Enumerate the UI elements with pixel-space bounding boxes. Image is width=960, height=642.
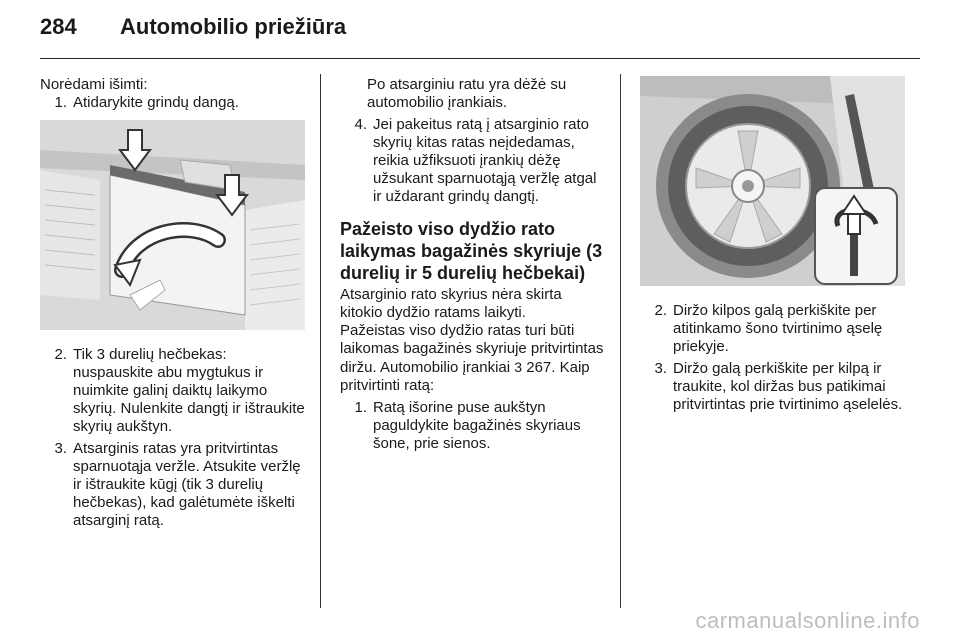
step-2c	[640, 302, 910, 356]
step-number: 1.	[354, 399, 367, 416]
step-text: Diržo kilpos galą perkiškite per atitinkamo šono tvirtinimo ąselę priekyje.	[673, 302, 883, 355]
spare-wheel-drawing	[640, 76, 905, 286]
continuation-text: Po atsarginiu ratu yra dėžė su automobilio įrankiais.	[367, 76, 567, 111]
paragraph-2-text: Pažeistas viso dydžio ratas turi būti laikomas bagažinės skyriuje pritvirtintas diržu. Automobilio įrankiai	[340, 322, 604, 376]
step-4	[340, 116, 605, 206]
step-1b	[340, 399, 605, 453]
step-number: 4.	[354, 116, 367, 133]
floor-cover-drawing	[40, 120, 305, 330]
step-number: 1.	[54, 94, 67, 111]
step-text: Jei pakeitus ratą į atsarginio rato skyrių kitas ratas neįdedamas, reikia užfiksuoti įrankių dėžę užsukant sparnuotąją veržlę atgal ir uždarant grindų dangtį.	[373, 116, 597, 205]
column-3	[640, 76, 910, 414]
step-3	[40, 440, 305, 530]
step-3c	[640, 360, 910, 414]
column-divider-2	[620, 74, 621, 608]
column-2	[340, 76, 605, 453]
step-2	[40, 346, 305, 436]
column-divider-1	[320, 74, 321, 608]
step-text: Atsarginis ratas yra pritvirtintas sparnuotąja veržle. Atsukite veržlę ir ištraukite kūgį (tik 3 durelių hečbekas), kad galėtumėte iškelti atsarginį ratą.	[73, 440, 301, 529]
spare-wheel-strap-illustration	[640, 76, 905, 286]
section-heading: Pažeisto viso dydžio rato laikymas bagažinės skyriuje (3 durelių ir 5 durelių hečbekai)	[340, 219, 603, 283]
step-text: Tik 3 durelių hečbekas: nuspauskite abu mygtukus ir nuimkite galinį daiktų laikymo skyrių. Nulenkite dangtį ir ištraukite skyrių aukštyn.	[73, 346, 305, 435]
step-text: Ratą išorine puse aukštyn paguldykite bagažinės skyriaus šone, prie sienos.	[373, 399, 581, 452]
step-text: Diržo galą perkiškite per kilpą ir traukite, kol diržas bus patikimai pritvirtintas prie tvirtinimo ąselelės.	[673, 360, 903, 413]
page-reference-text: 267. Kaip pritvirtinti ratą:	[340, 359, 590, 394]
floor-cover-illustration	[40, 120, 305, 330]
paragraph-2	[340, 322, 605, 395]
step-1	[40, 94, 305, 112]
step-number: 2.	[654, 302, 667, 319]
step-number: 2.	[54, 346, 67, 363]
column-1	[40, 76, 305, 530]
step-number: 3.	[654, 360, 667, 377]
page-reference-icon: 3	[514, 359, 523, 375]
watermark-text: carmanualsonline.info	[695, 608, 920, 633]
paragraph-1: Atsarginio rato skyrius nėra skirta kitokio dydžio ratams laikyti.	[340, 286, 562, 321]
step-text: Atidarykite grindų dangą.	[73, 94, 239, 111]
chapter-title: Automobilio priežiūra	[120, 14, 347, 39]
intro-text: Norėdami išimti:	[40, 76, 148, 93]
page-header	[40, 14, 346, 48]
step-number: 3.	[54, 440, 67, 457]
page-number: 284	[40, 14, 77, 39]
header-divider	[40, 58, 920, 59]
